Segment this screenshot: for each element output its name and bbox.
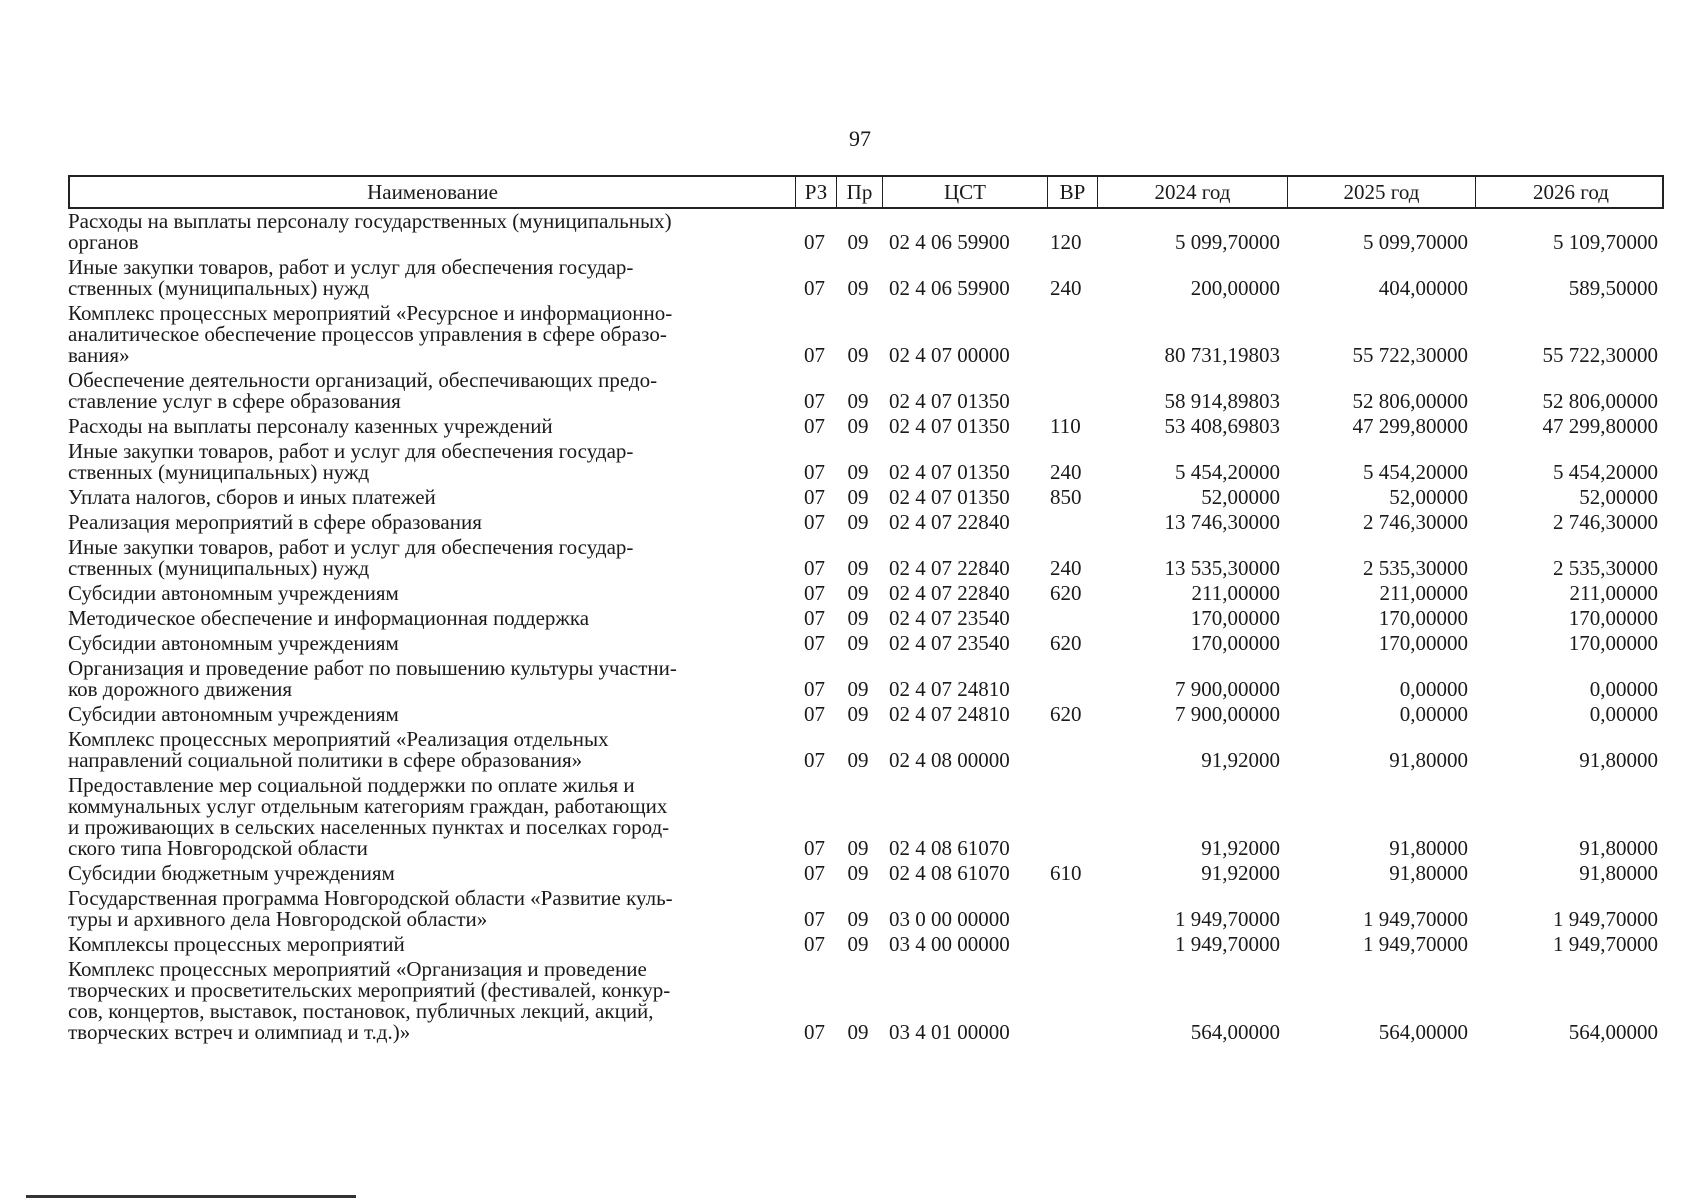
header-cst: ЦСТ bbox=[883, 177, 1048, 207]
cell-v25: 5 099,70000 bbox=[1363, 230, 1468, 254]
cell-v24: 564,00000 bbox=[1190, 1020, 1280, 1044]
cell-v24: 170,00000 bbox=[1190, 606, 1280, 630]
cell-pr: 09 bbox=[847, 460, 869, 484]
cell-rz: 07 bbox=[804, 510, 825, 534]
table-row bbox=[68, 959, 1664, 1043]
cell-pr: 09 bbox=[847, 836, 869, 860]
cell-cst: 03 4 00 00000 bbox=[889, 932, 1010, 956]
table-row bbox=[68, 775, 1664, 859]
cell-v25: 170,00000 bbox=[1378, 631, 1468, 655]
cell-cst: 03 4 01 00000 bbox=[889, 1020, 1010, 1044]
cell-vr: 620 bbox=[1050, 631, 1082, 655]
cell-v24: 91,92000 bbox=[1201, 861, 1280, 885]
cell-v25: 1 949,70000 bbox=[1363, 907, 1468, 931]
cell-v26: 0,00000 bbox=[1589, 677, 1658, 701]
cell-v24: 80 731,19803 bbox=[1164, 343, 1280, 367]
cell-cst: 02 4 07 24810 bbox=[889, 702, 1010, 726]
cell-v24: 5 099,70000 bbox=[1175, 230, 1280, 254]
cell-rz: 07 bbox=[804, 485, 825, 509]
cell-pr: 09 bbox=[847, 414, 869, 438]
cell-name: Комплекс процессных мероприятий «Реализация отдельных направлений социальной политики в сфере образования» bbox=[68, 727, 609, 772]
cell-v25: 55 722,30000 bbox=[1352, 343, 1468, 367]
table-row bbox=[68, 512, 1664, 533]
cell-rz: 07 bbox=[804, 276, 825, 300]
cell-pr: 09 bbox=[847, 631, 869, 655]
cell-cst: 03 0 00 00000 bbox=[889, 907, 1010, 931]
cell-name: Уплата налогов, сборов и иных платежей bbox=[68, 485, 436, 509]
cell-name: Комплекс процессных мероприятий «Ресурсное и информационно- аналитическое обеспечение процессов управления в сфере образо- вания» bbox=[68, 301, 673, 367]
cell-v26: 2 746,30000 bbox=[1553, 510, 1658, 534]
cell-v24: 170,00000 bbox=[1190, 631, 1280, 655]
cell-pr: 09 bbox=[847, 932, 869, 956]
cell-name: Комплекс процессных мероприятий «Организация и проведение творческих и просветительских мероприятий (фестивалей, конкур- сов, концертов, выставок, постановок, публичных лекций, акций, творческих встреч и олимпиад и т.д.)» bbox=[68, 957, 671, 1044]
cell-v26: 211,00000 bbox=[1569, 581, 1658, 605]
cell-vr: 240 bbox=[1050, 276, 1082, 300]
table-row bbox=[68, 863, 1664, 884]
cell-cst: 02 4 08 61070 bbox=[889, 861, 1010, 885]
cell-v24: 5 454,20000 bbox=[1175, 460, 1280, 484]
cell-v25: 2 746,30000 bbox=[1363, 510, 1468, 534]
cell-v26: 91,80000 bbox=[1579, 836, 1658, 860]
cell-cst: 02 4 07 01350 bbox=[889, 389, 1010, 413]
table-row bbox=[68, 416, 1664, 437]
cell-name: Иные закупки товаров, работ и услуг для обеспечения государ- ственных (муниципальных) нужд bbox=[68, 439, 634, 484]
cell-v24: 7 900,00000 bbox=[1175, 677, 1280, 701]
cell-v26: 1 949,70000 bbox=[1553, 932, 1658, 956]
cell-v26: 1 949,70000 bbox=[1553, 907, 1658, 931]
cell-cst: 02 4 06 59900 bbox=[889, 276, 1010, 300]
cell-v26: 52,00000 bbox=[1579, 485, 1658, 509]
cell-name: Иные закупки товаров, работ и услуг для обеспечения государ- ственных (муниципальных) нужд bbox=[68, 255, 634, 300]
cell-vr: 240 bbox=[1050, 556, 1082, 580]
header-rz: РЗ bbox=[796, 177, 837, 207]
cell-v26: 47 299,80000 bbox=[1542, 414, 1658, 438]
cell-name: Методическое обеспечение и информационная поддержка bbox=[68, 606, 590, 630]
table-row bbox=[68, 487, 1664, 508]
cell-cst: 02 4 07 00000 bbox=[889, 343, 1010, 367]
cell-v24: 1 949,70000 bbox=[1175, 932, 1280, 956]
cell-rz: 07 bbox=[804, 606, 825, 630]
page-number: 97 bbox=[849, 126, 871, 151]
header-pr: Пр bbox=[837, 177, 883, 207]
cell-cst: 02 4 07 01350 bbox=[889, 485, 1010, 509]
cell-rz: 07 bbox=[804, 414, 825, 438]
cell-vr: 110 bbox=[1050, 414, 1081, 438]
cell-vr: 620 bbox=[1050, 581, 1082, 605]
cell-vr: 620 bbox=[1050, 702, 1082, 726]
cell-vr: 120 bbox=[1050, 230, 1082, 254]
cell-cst: 02 4 07 22840 bbox=[889, 556, 1010, 580]
cell-v24: 91,92000 bbox=[1201, 748, 1280, 772]
cell-name: Реализация мероприятий в сфере образования bbox=[68, 510, 482, 534]
cell-vr: 610 bbox=[1050, 861, 1082, 885]
cell-cst: 02 4 08 61070 bbox=[889, 836, 1010, 860]
cell-pr: 09 bbox=[847, 748, 869, 772]
cell-v25: 211,00000 bbox=[1379, 581, 1468, 605]
table-row bbox=[68, 608, 1664, 629]
cell-v25: 91,80000 bbox=[1389, 748, 1468, 772]
cell-v25: 0,00000 bbox=[1399, 677, 1468, 701]
table-row bbox=[68, 303, 1664, 366]
footer-divider bbox=[26, 1195, 356, 1198]
table-body bbox=[68, 211, 1664, 1043]
cell-v25: 91,80000 bbox=[1389, 861, 1468, 885]
cell-v25: 47 299,80000 bbox=[1352, 414, 1468, 438]
cell-v25: 170,00000 bbox=[1378, 606, 1468, 630]
cell-pr: 09 bbox=[847, 907, 869, 931]
cell-name: Расходы на выплаты персоналу казенных учреждений bbox=[68, 414, 553, 438]
cell-pr: 09 bbox=[847, 861, 869, 885]
table-row bbox=[68, 658, 1664, 700]
cell-vr: 850 bbox=[1050, 485, 1082, 509]
cell-pr: 09 bbox=[847, 389, 869, 413]
cell-pr: 09 bbox=[847, 581, 869, 605]
cell-rz: 07 bbox=[804, 230, 825, 254]
table-row bbox=[68, 370, 1664, 412]
cell-vr: 240 bbox=[1050, 460, 1082, 484]
cell-rz: 07 bbox=[804, 389, 825, 413]
table-row bbox=[68, 888, 1664, 930]
cell-v26: 52 806,00000 bbox=[1542, 389, 1658, 413]
header-name: Наименование bbox=[70, 177, 796, 207]
cell-rz: 07 bbox=[804, 1020, 825, 1044]
cell-pr: 09 bbox=[847, 230, 869, 254]
cell-v24: 13 535,30000 bbox=[1164, 556, 1280, 580]
cell-v26: 5 454,20000 bbox=[1553, 460, 1658, 484]
cell-rz: 07 bbox=[804, 702, 825, 726]
cell-cst: 02 4 07 23540 bbox=[889, 606, 1010, 630]
cell-v26: 170,00000 bbox=[1568, 631, 1658, 655]
cell-name: Субсидии автономным учреждениям bbox=[68, 631, 399, 655]
cell-cst: 02 4 07 22840 bbox=[889, 581, 1010, 605]
cell-v24: 7 900,00000 bbox=[1175, 702, 1280, 726]
table-row bbox=[68, 633, 1664, 654]
table-header bbox=[68, 175, 1664, 209]
cell-v26: 564,00000 bbox=[1568, 1020, 1658, 1044]
table-row bbox=[68, 583, 1664, 604]
cell-pr: 09 bbox=[847, 1020, 869, 1044]
table-row bbox=[68, 537, 1664, 579]
cell-v26: 0,00000 bbox=[1589, 702, 1658, 726]
table-row bbox=[68, 257, 1664, 299]
cell-name: Субсидии бюджетным учреждениям bbox=[68, 861, 395, 885]
cell-v24: 91,92000 bbox=[1201, 836, 1280, 860]
cell-rz: 07 bbox=[804, 677, 825, 701]
cell-name: Государственная программа Новгородской области «Развитие куль- туры и архивного дела Новгородской области» bbox=[68, 886, 673, 931]
header-2026: 2026 год bbox=[1533, 179, 1609, 204]
table-row bbox=[68, 934, 1664, 955]
cell-pr: 09 bbox=[847, 606, 869, 630]
cell-v26: 5 109,70000 bbox=[1553, 230, 1658, 254]
cell-v26: 91,80000 bbox=[1579, 748, 1658, 772]
cell-v26: 55 722,30000 bbox=[1542, 343, 1658, 367]
header-2025: 2025 год bbox=[1288, 177, 1476, 207]
cell-pr: 09 bbox=[847, 702, 869, 726]
cell-name: Комплексы процессных мероприятий bbox=[68, 932, 405, 956]
cell-v25: 52,00000 bbox=[1389, 485, 1468, 509]
budget-table bbox=[68, 175, 1664, 1047]
table-row bbox=[68, 704, 1664, 725]
cell-rz: 07 bbox=[804, 631, 825, 655]
cell-rz: 07 bbox=[804, 861, 825, 885]
cell-v26: 2 535,30000 bbox=[1553, 556, 1658, 580]
cell-name: Расходы на выплаты персоналу государственных (муниципальных) органов bbox=[68, 209, 672, 254]
cell-v26: 91,80000 bbox=[1579, 861, 1658, 885]
cell-pr: 09 bbox=[847, 510, 869, 534]
cell-rz: 07 bbox=[804, 836, 825, 860]
cell-v25: 0,00000 bbox=[1399, 702, 1468, 726]
cell-cst: 02 4 06 59900 bbox=[889, 230, 1010, 254]
cell-name: Предоставление мер социальной поддержки по оплате жилья и коммунальных услуг отдельным категориям граждан, работающих и проживающих в сельских населенных пунктах и поселках город- ского типа Новгородской области bbox=[68, 773, 670, 860]
cell-rz: 07 bbox=[804, 556, 825, 580]
cell-v24: 1 949,70000 bbox=[1175, 907, 1280, 931]
cell-cst: 02 4 07 01350 bbox=[889, 460, 1010, 484]
cell-v25: 5 454,20000 bbox=[1363, 460, 1468, 484]
header-2024: 2024 год bbox=[1098, 177, 1288, 207]
cell-v24: 200,00000 bbox=[1190, 276, 1280, 300]
cell-rz: 07 bbox=[804, 748, 825, 772]
cell-pr: 09 bbox=[847, 677, 869, 701]
cell-v25: 564,00000 bbox=[1378, 1020, 1468, 1044]
cell-name: Обеспечение деятельности организаций, обеспечивающих предо- ставление услуг в сфере образования bbox=[68, 368, 658, 413]
table-row bbox=[68, 441, 1664, 483]
table-row bbox=[68, 211, 1664, 253]
cell-name: Субсидии автономным учреждениям bbox=[68, 581, 399, 605]
cell-v25: 1 949,70000 bbox=[1363, 932, 1468, 956]
cell-v25: 404,00000 bbox=[1378, 276, 1468, 300]
cell-rz: 07 bbox=[804, 932, 825, 956]
cell-rz: 07 bbox=[804, 343, 825, 367]
cell-v24: 58 914,89803 bbox=[1164, 389, 1280, 413]
cell-pr: 09 bbox=[847, 276, 869, 300]
cell-v24: 52,00000 bbox=[1201, 485, 1280, 509]
table-row bbox=[68, 729, 1664, 771]
cell-cst: 02 4 07 01350 bbox=[889, 414, 1010, 438]
cell-rz: 07 bbox=[804, 907, 825, 931]
cell-v26: 170,00000 bbox=[1568, 606, 1658, 630]
cell-name: Организация и проведение работ по повышению культуры участни- ков дорожного движения bbox=[68, 656, 677, 701]
cell-rz: 07 bbox=[804, 460, 825, 484]
cell-cst: 02 4 07 22840 bbox=[889, 510, 1010, 534]
cell-cst: 02 4 07 24810 bbox=[889, 677, 1010, 701]
cell-pr: 09 bbox=[847, 556, 869, 580]
cell-pr: 09 bbox=[847, 485, 869, 509]
cell-v25: 2 535,30000 bbox=[1363, 556, 1468, 580]
cell-v24: 13 746,30000 bbox=[1164, 510, 1280, 534]
cell-rz: 07 bbox=[804, 581, 825, 605]
cell-v24: 53 408,69803 bbox=[1164, 414, 1280, 438]
cell-v25: 52 806,00000 bbox=[1352, 389, 1468, 413]
cell-pr: 09 bbox=[847, 343, 869, 367]
cell-name: Иные закупки товаров, работ и услуг для обеспечения государ- ственных (муниципальных) нужд bbox=[68, 535, 634, 580]
header-vr: ВР bbox=[1048, 177, 1098, 207]
cell-cst: 02 4 07 23540 bbox=[889, 631, 1010, 655]
cell-v25: 91,80000 bbox=[1389, 836, 1468, 860]
cell-cst: 02 4 08 00000 bbox=[889, 748, 1010, 772]
cell-name: Субсидии автономным учреждениям bbox=[68, 702, 399, 726]
cell-v24: 211,00000 bbox=[1191, 581, 1280, 605]
cell-v26: 589,50000 bbox=[1568, 276, 1658, 300]
